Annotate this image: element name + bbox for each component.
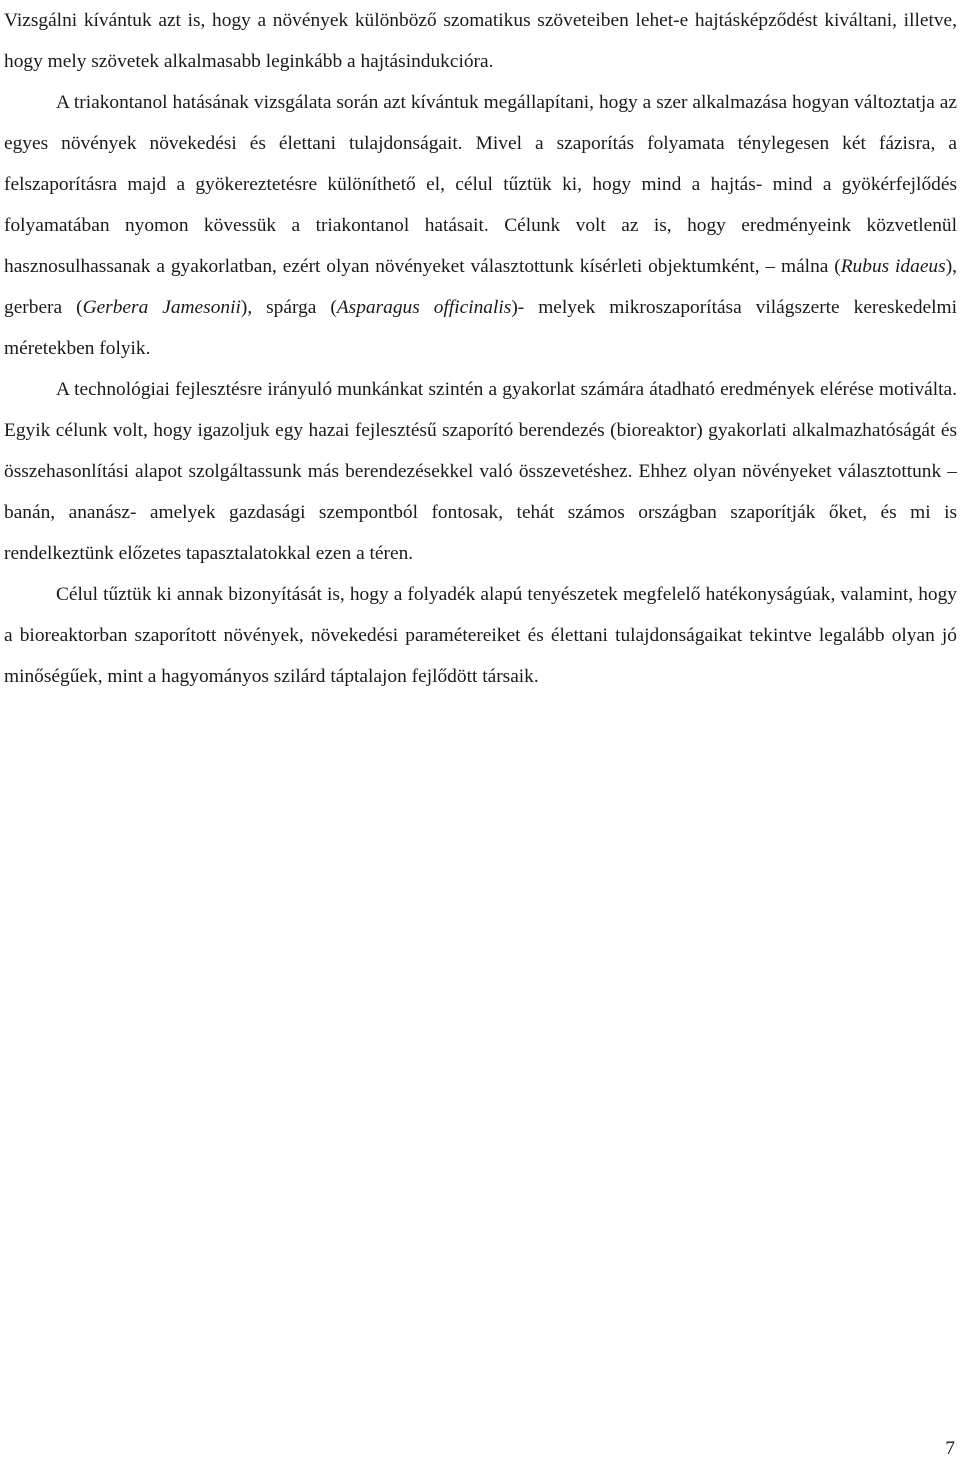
italic-species-name: Gerbera Jamesonii xyxy=(82,297,241,318)
paragraph-container xyxy=(4,0,957,697)
paragraph-text: A triakontanol hatásának vizsgálata során azt kívántuk megállapítani, hogy a szer alkalmazása hogyan változtatja az egyes növények növekedési és élettani tulajdonságait. Mivel a szaporítás folyamata ténylegesen két fázisra, a felszaporításra majd a gyökereztetésre különíthető el, célul tűztük ki, hogy mind a hajtás- mind a gyökérfejlődés folyamatában nyomon kövessük a triakontanol hatásait. Célunk volt az is, hogy eredményeink közvetlenül hasznosulhassanak a gyakorlatban, ezért olyan növényeket választottunk kísérleti objektumként, – málna ( xyxy=(4,92,957,277)
paragraph xyxy=(4,0,957,82)
document-body xyxy=(4,0,957,697)
paragraph-text: Vizsgálni kívántuk azt is, hogy a növények különböző szomatikus szöveteiben lehet-e hajtásképződést kiváltani, illetve, hogy mely szövetek alkalmasabb leginkább a hajtásindukcióra. xyxy=(4,10,957,72)
paragraph xyxy=(4,574,957,697)
paragraph xyxy=(4,369,957,574)
paragraph xyxy=(4,82,957,369)
paragraph-text: ), gerbera ( xyxy=(4,256,957,318)
page-number: 7 xyxy=(945,1438,955,1459)
paragraph-text: )- melyek mikroszaporítása világszerte kereskedelmi méretekben folyik. xyxy=(4,297,958,359)
italic-species-name: Asparagus officinalis xyxy=(336,297,512,318)
paragraph-text: Célul tűztük ki annak bizonyítását is, hogy a folyadék alapú tenyészetek megfelelő hatékonyságúak, valamint, hogy a bioreaktorban szaporított növények, növekedési paramétereiket és élettani tulajdonságaikat tekintve legalább olyan jó minőségűek, mint a hagyományos szilárd táptalajon fejlődött társaik. xyxy=(4,584,957,687)
paragraph-text: A technológiai fejlesztésre irányuló munkánkat szintén a gyakorlat számára átadható eredmények elérése motiválta. Egyik célunk volt, hogy igazoljuk egy hazai fejlesztésű szaporító berendezés (bioreaktor) gyakorlati alkalmazhatóságát és összehasonlítási alapot szolgáltassunk más berendezésekkel való összevetéshez. Ehhez olyan növényeket választottunk – banán, ananász- amelyek gazdasági szempontból fontosak, tehát számos országban szaporítják őket, és mi is rendelkeztünk előzetes tapasztalatokkal ezen a téren. xyxy=(4,379,957,564)
paragraph-text: ), spárga ( xyxy=(240,297,337,318)
italic-species-name: Rubus idaeus xyxy=(840,256,946,277)
